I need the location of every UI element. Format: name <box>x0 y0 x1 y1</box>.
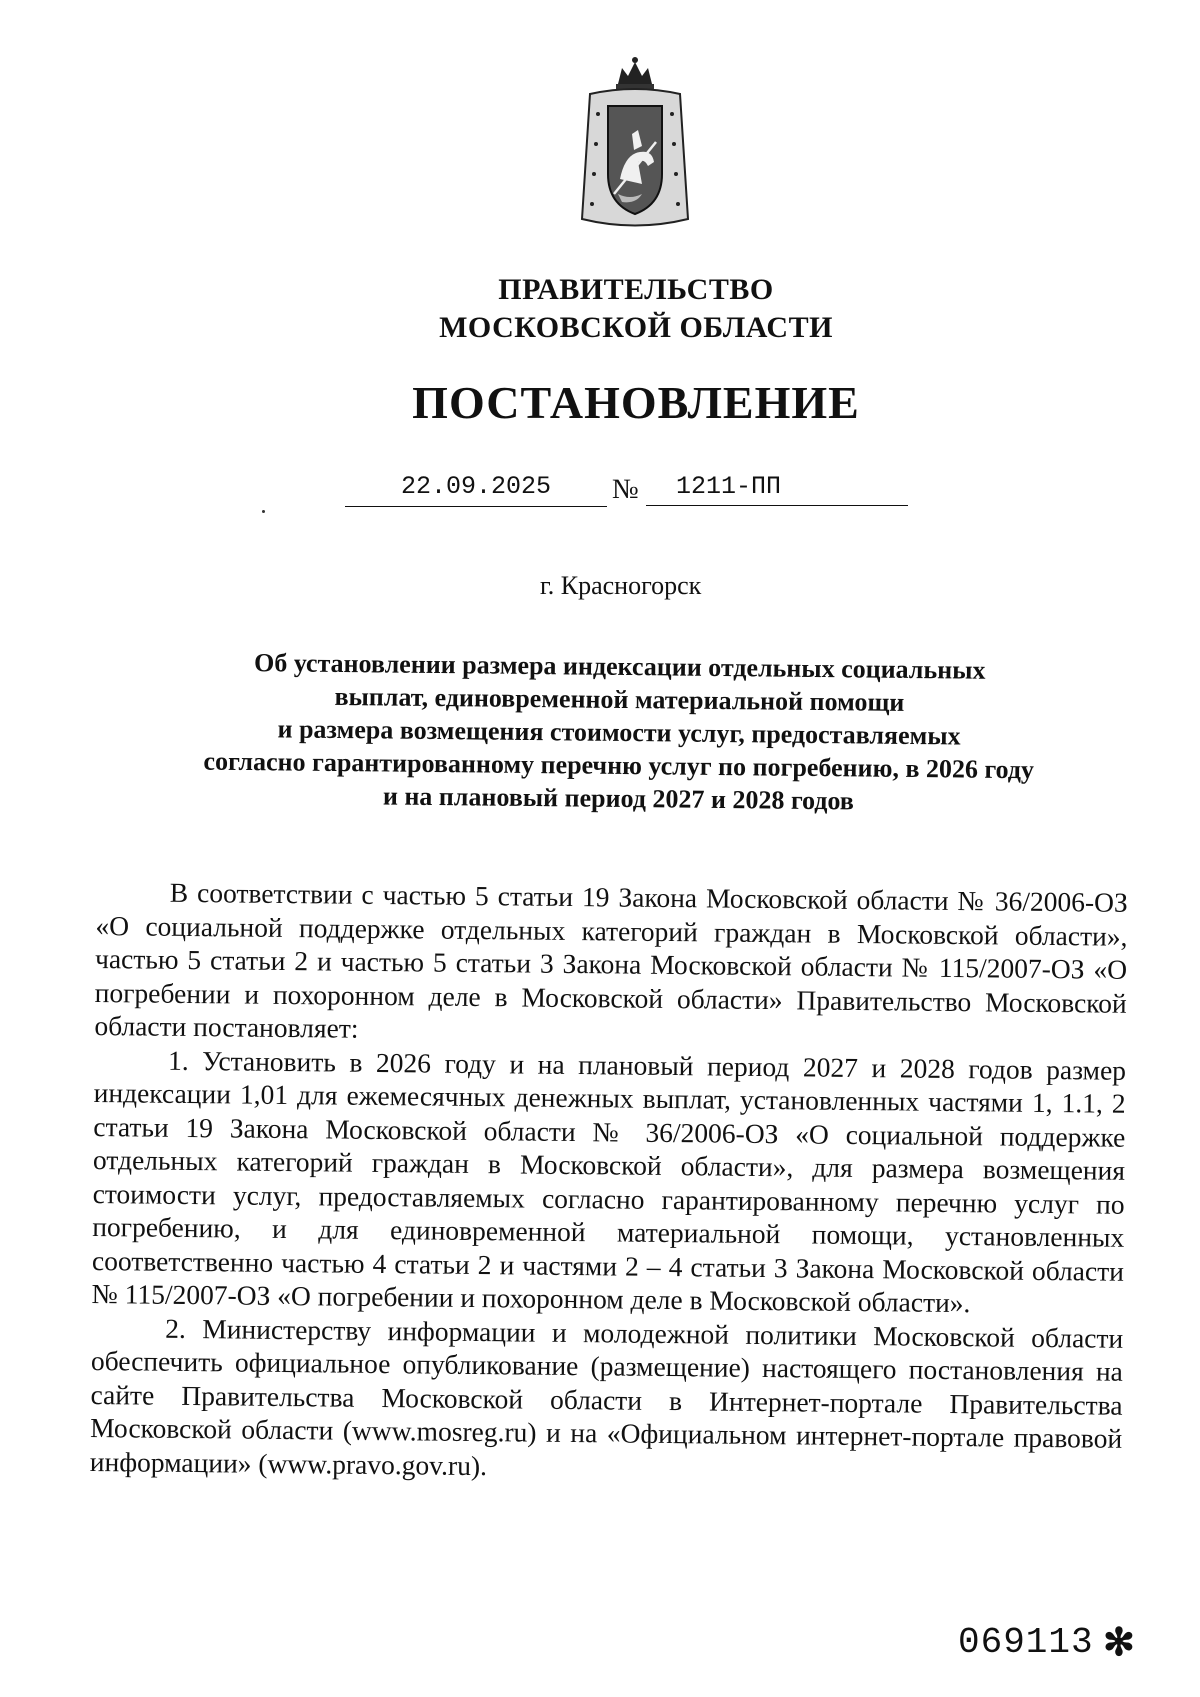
serial-mark: ✻ <box>1103 1622 1135 1664</box>
subject-line: Об установлении размера индексации отдельных социальных <box>253 648 986 685</box>
document-type-title: ПОСТАНОВЛЕНИЕ <box>412 377 860 428</box>
subject-line: и размера возмещения стоимости услуг, предоставляемых <box>277 714 961 751</box>
serial-number: 069113 <box>958 1622 1094 1663</box>
subject-line: выплат, единовременной материальной помощи <box>334 681 905 717</box>
coat-of-arms-emblem <box>570 54 700 234</box>
document-body <box>90 875 1128 1489</box>
item-1-paragraph: 1. Установить в 2026 году и на плановый период 2027 и 2028 годов размер индексации 1,01 для ежемесячных денежных выплат, установленных частями 1, 1.1, 2 статьи 19 Закона Московской области № 36/2006-ОЗ «О социальной поддержке отдельных категорий граждан в Московской области», для размера возмещения стоимости услуг, предоставляемых согласно гарантированному перечню услуг по погребению, и для единовременной материальной помощи, установленных соответственно частью 4 статьи 2 и частями 2 – 4 статьи 3 Закона Московской области № 115/2007-ОЗ «О погребении и похоронном деле в Московской области». <box>91 1044 1127 1319</box>
number-sign: № <box>612 474 639 505</box>
subject-line: согласно гарантированному перечню услуг по погребению, в 2026 году <box>203 746 1035 785</box>
preamble-paragraph: В соответствии с частью 5 статьи 19 Закона Московской области № 36/2006-ОЗ «О социальной поддержке отдельных категорий граждан в Московской области», частью 5 статьи 2 и частью 5 статьи 3 Закона Московской области № 115/2007-ОЗ «О погребении и похоронном деле в Московской области» Правительство Московской области постановляет: <box>94 876 1128 1044</box>
subject-line: и на плановый период 2027 и 2028 годов <box>382 781 855 816</box>
registration-row <box>0 472 1200 512</box>
document-subject <box>148 645 1090 820</box>
document-number: 1211-ПП <box>646 472 908 506</box>
scan-dot <box>262 510 265 513</box>
document-date: 22.09.2025 <box>345 472 607 507</box>
government-name-line1: ПРАВИТЕЛЬСТВО <box>498 273 774 306</box>
government-name-line2: МОСКОВСКОЙ ОБЛАСТИ <box>439 311 833 344</box>
city-line: г. Красногорск <box>540 571 702 600</box>
item-2-paragraph: 2. Министерству информации и молодежной политики Московской области обеспечить официальное опубликование (размещение) настоящего постановления на сайте Правительства Московской области в Интернет-портале Правительства Московской области (www.mosreg.ru) и на «Официальном интернет-портале правовой информации» (www.pravo.gov.ru). <box>89 1312 1124 1481</box>
